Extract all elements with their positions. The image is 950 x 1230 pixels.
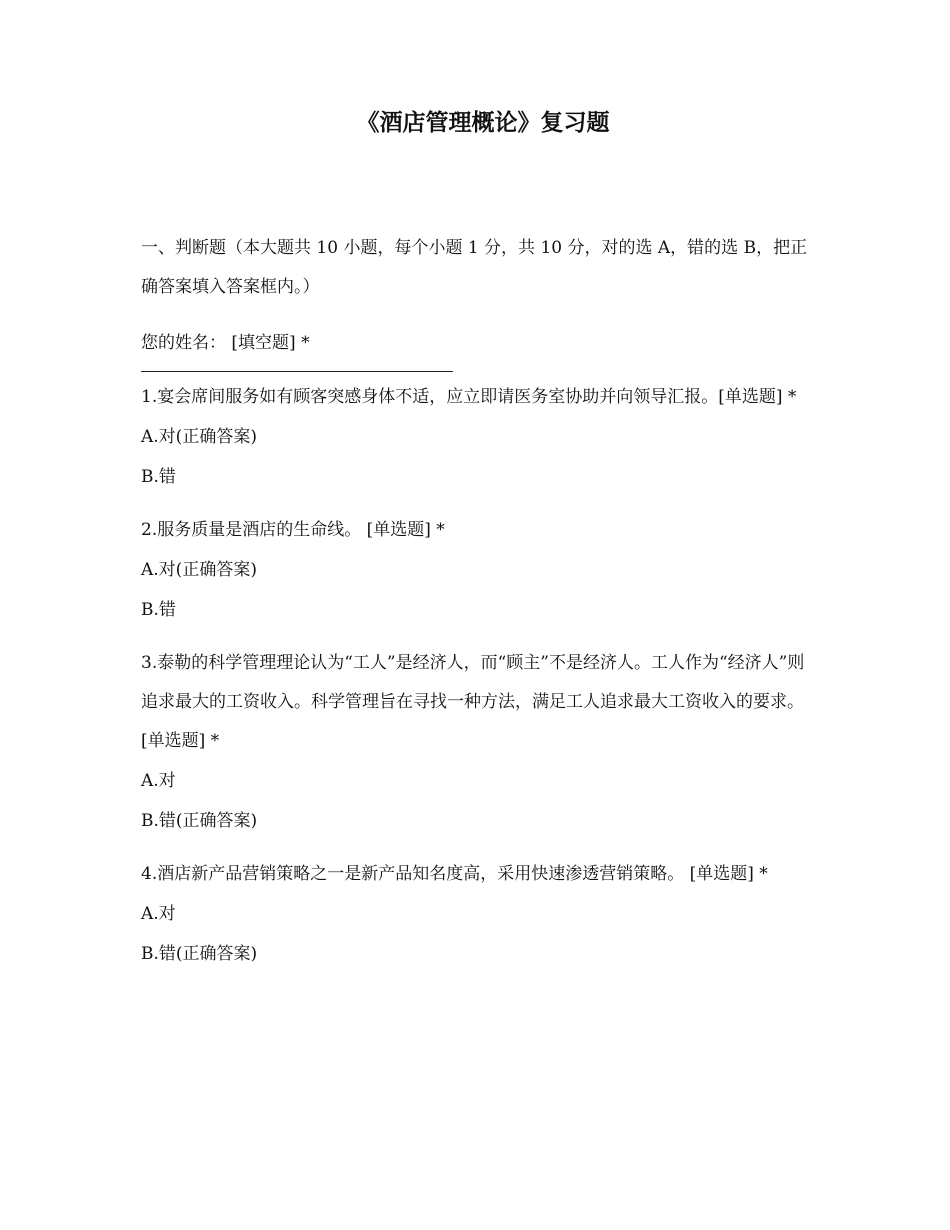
question-4-option-a[interactable]: A.对 [141, 904, 176, 924]
name-field-label: 您的姓名： [填空题] * [141, 333, 310, 353]
question-1-option-a[interactable]: A.对(正确答案) [141, 427, 257, 447]
question-2-option-a[interactable]: A.对(正确答案) [141, 560, 257, 580]
question-2-option-b[interactable]: B.错 [141, 600, 176, 620]
document-content [141, 229, 809, 974]
question-4-option-b[interactable]: B.错(正确答案) [141, 944, 258, 964]
name-answer-line[interactable] [141, 371, 453, 372]
section-heading: 一、判断题（本大题共 10 小题，每个小题 1 分，共 10 分，对的选 A，错的选 B，把正确答案填入答案框内。） [141, 238, 808, 297]
document-title: 《酒店管理概论》复习题 [356, 110, 610, 136]
question-2-text: 2.服务质量是酒店的生命线。 [单选题] * [141, 520, 445, 540]
question-1-text: 1.宴会席间服务如有顾客突感身体不适，应立即请医务室协助并向领导汇报。[单选题] * [141, 387, 797, 407]
question-1-option-b[interactable]: B.错 [141, 467, 176, 487]
question-4-text: 4.酒店新产品营销策略之一是新产品知名度高，采用快速渗透营销策略。 [单选题] * [141, 864, 768, 884]
question-3-option-a[interactable]: A.对 [141, 771, 176, 791]
question-3-option-b[interactable]: B.错(正确答案) [141, 811, 258, 831]
question-3-text: 3.泰勒的科学管理理论认为“工人”是经济人，而“顾主”不是经济人。工人作为“经济人”则追求最大的工资收入。科学管理旨在寻找一种方法，满足工人追求最大工资收入的要求。 [单选题] * [141, 653, 805, 751]
